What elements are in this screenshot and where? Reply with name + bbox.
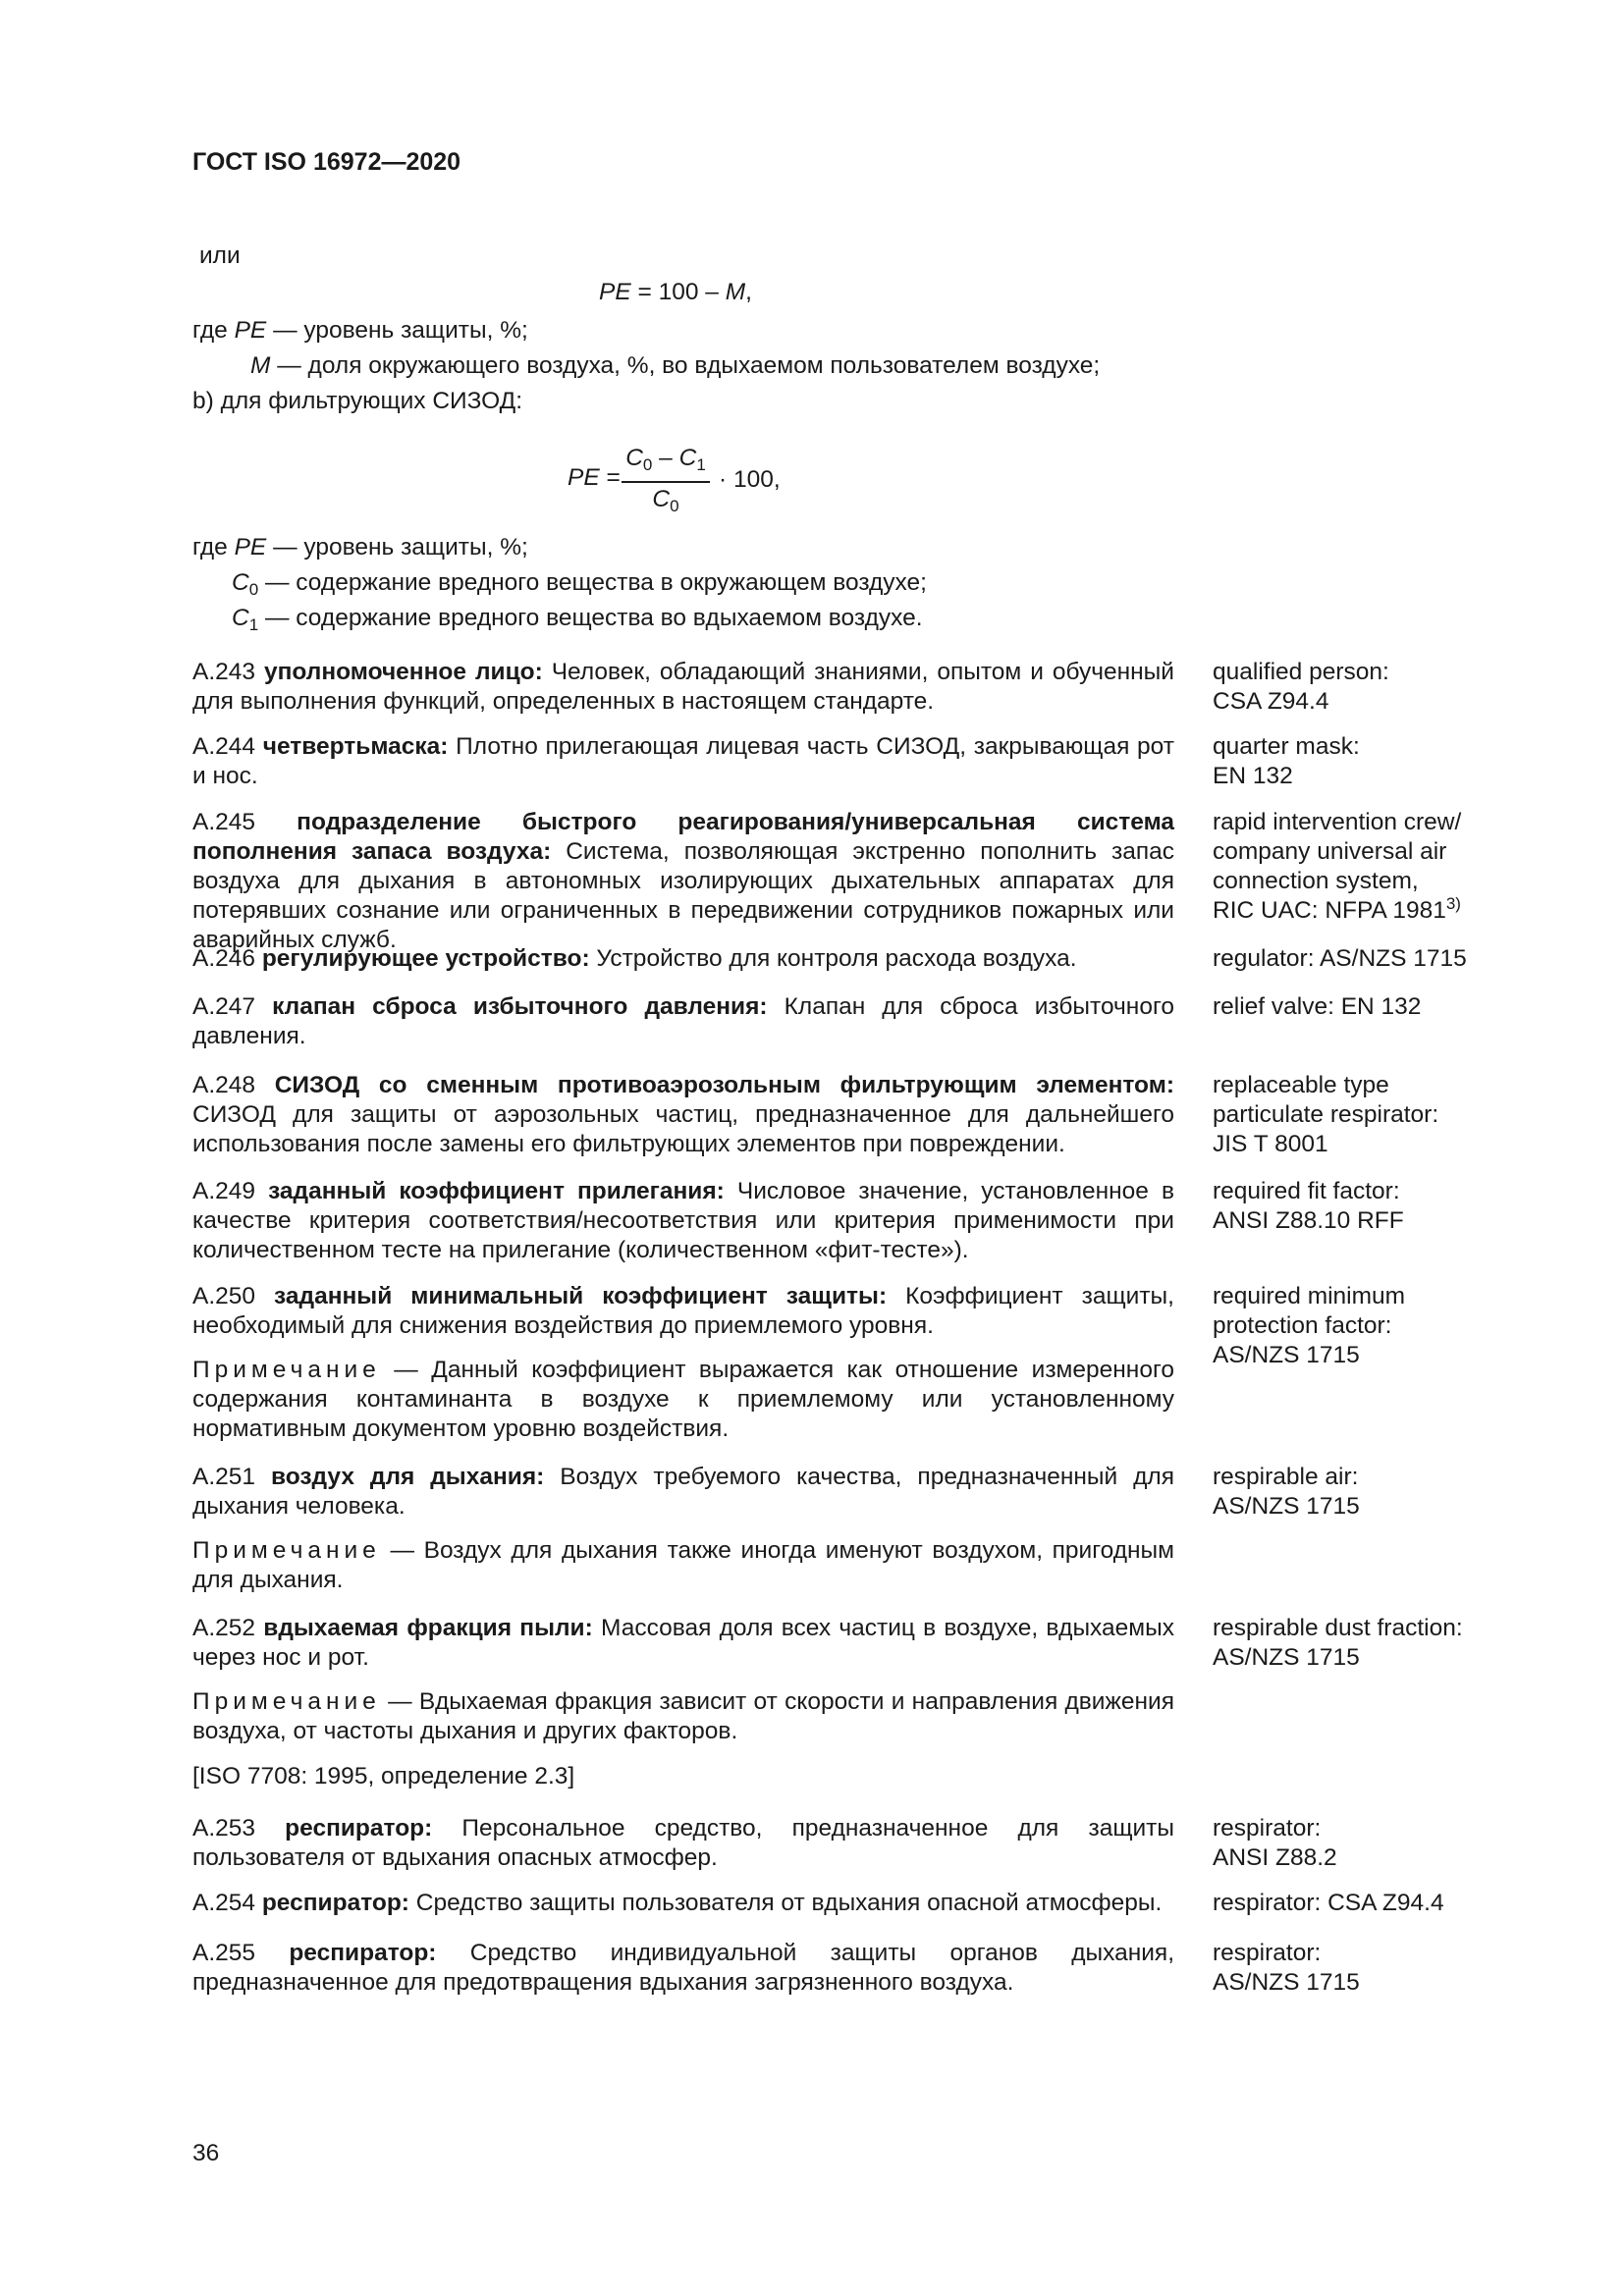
formula-tail: · 100, [719,466,781,493]
numerator-c0: C [625,445,643,471]
term-a248-english: replaceable type particulate respirator: JIS T 8001 [1213,1072,1439,1157]
symbol-c1: C [232,605,249,631]
formula-text: = 100 – [630,279,726,305]
term-a244 [192,732,1174,791]
formula-symbol-pe: PE [599,279,631,305]
symbol-pe: PE [234,317,267,344]
where2-pe-text: — уровень защиты, %; [266,534,528,561]
term-a245-english [1213,808,1546,926]
formula-end: , [745,279,752,305]
term-a246 [192,944,1174,974]
footnote-mark: 3) [1445,894,1461,913]
term-a250-english: required minimum protection factor: AS/NZS 1715 [1213,1283,1406,1368]
term-a249-english: required fit factor: ANSI Z88.10 RFF [1213,1178,1404,1234]
term-definition: Массовая доля всех частиц в воздухе, вдыхаемых через нос и рот. [192,1615,1174,1671]
document-title: ГОСТ ISO 16972—2020 [192,148,461,176]
term-definition: Клапан для сброса избыточного давления. [192,993,1174,1049]
term-number: A.250 [192,1283,275,1309]
term-definition: Плотно прилегающая лицевая часть СИЗОД, закрывающая рот и нос. [192,733,1174,789]
term-number: A.254 [192,1890,262,1916]
item-b: b) для фильтрующих СИЗОД: [192,388,523,414]
term-a254-english: respirator: CSA Z94.4 [1213,1890,1444,1916]
numerator-c0-sub: 0 [642,455,653,474]
formula-eq: = [599,464,621,491]
note-text: — Данный коэффициент выражается как отношение измеренного содержания контаминанта в воздухе к приемлемому или установленному нормативным документом уровню воздействия. [192,1357,1174,1442]
numerator-minus: – [652,445,679,471]
term-name: уполномоченное лицо: [264,659,543,685]
term-a248 [192,1071,1174,1159]
term-a245-english-text: rapid intervention crew/ company universal air connection system, RIC UAC: NFPA 1981 [1213,809,1462,924]
term-definition: Средство индивидуальной защиты органов дыхания, предназначенное для предотвращения вдыхания загрязненного воздуха. [192,1940,1174,1996]
term-definition: Персональное средство, предназначенное для защиты пользователя от вдыхания опасных атмосфер. [192,1815,1174,1871]
term-number: A.246 [192,945,262,972]
term-number: A.252 [192,1615,264,1641]
term-definition: Человек, обладающий знаниями, опытом и обученный для выполнения функций, определенных в настоящем стандарте. [192,659,1174,715]
term-a251-english: respirable air: AS/NZS 1715 [1213,1464,1360,1520]
where-m-line [250,351,1100,381]
term-number: A.243 [192,659,264,685]
term-a244-english: quarter mask: EN 132 [1213,733,1360,789]
term-number: A.251 [192,1464,271,1490]
term-a247 [192,992,1174,1051]
term-a251 [192,1463,1174,1522]
term-definition: Средство защиты пользователя от вдыхания опасной атмосферы. [408,1890,1163,1916]
denominator-c: C [652,486,671,512]
where2-pe-line [192,533,528,562]
term-number: A.245 [192,809,298,835]
term-a253 [192,1814,1174,1873]
term-name: заданный минимальный коэффициент защиты: [274,1283,888,1309]
term-definition: СИЗОД для защиты от аэрозольных частиц, предназначенное для дальнейшего использования после замены его фильтрующих элементов при повреждении. [192,1101,1174,1157]
term-definition: Устройство для контроля расхода воздуха. [589,945,1077,972]
fraction-bar [622,481,710,483]
term-name: респиратор: [261,1890,409,1916]
term-a250 [192,1282,1174,1341]
term-name: подразделение быстрого реагирования/универсальная система пополнения запаса воздуха: [192,809,1174,865]
symbol-m: M [250,352,271,379]
term-name: клапан сброса избыточного давления: [272,993,768,1020]
formula-pe-fraction [568,444,823,532]
where2-c0-line [232,568,927,598]
term-a252-english: respirable dust fraction: AS/NZS 1715 [1213,1615,1463,1671]
note-text: — Воздух для дыхания также иногда именуют воздухом, пригодным для дыхания. [192,1537,1174,1593]
where-m-text: — доля окружающего воздуха, %, во вдыхаемом пользователем воздухе; [270,352,1101,379]
note-a252 [192,1687,1174,1746]
where-pe-text: — уровень защиты, %; [266,317,528,344]
term-number: A.247 [192,993,273,1020]
where2-symbol-pe: PE [234,534,267,561]
term-a255 [192,1939,1174,1998]
formula-pe-100 [599,278,752,307]
note-text: — Вдыхаемая фракция зависит от скорости и направления движения воздуха, от частоты дыхания и других факторов. [192,1688,1174,1744]
term-a249 [192,1177,1174,1265]
formula-lhs [568,463,621,493]
term-name: регулирующее устройство: [261,945,590,972]
term-a243 [192,658,1174,717]
term-a243-english: qualified person: CSA Z94.4 [1213,659,1389,715]
term-a246-english: regulator: AS/NZS 1715 [1213,945,1467,972]
term-name: вдыхаемая фракция пыли: [263,1615,593,1641]
note-a251 [192,1536,1174,1595]
term-number: A.255 [192,1940,290,1966]
term-definition: Воздух требуемого качества, предназначенный для дыхания человека. [192,1464,1174,1520]
term-number: A.249 [192,1178,269,1204]
term-a252 [192,1614,1174,1673]
term-name: респиратор: [285,1815,433,1842]
term-number: A.244 [192,733,263,760]
where-prefix: где [192,317,235,344]
page-number: 36 [192,2140,220,2166]
term-a255-english: respirator: AS/NZS 1715 [1213,1940,1360,1996]
c0-text: — содержание вредного вещества в окружающем воздухе; [258,569,927,596]
term-definition: Коэффициент защиты, необходимый для снижения воздействия до приемлемого уровня. [192,1283,1174,1339]
term-number: A.248 [192,1072,275,1098]
where-pe-line [192,316,528,346]
formula-lhs-symbol: PE [568,464,600,491]
numerator-c1-sub: 1 [696,455,706,474]
numerator-c1: C [678,445,697,471]
formula-symbol-m: M [725,279,746,305]
where2-c1-line [232,604,923,633]
symbol-c0: C [232,569,249,596]
term-name: воздух для дыхания: [270,1464,545,1490]
reference-a252: [ISO 7708: 1995, определение 2.3] [192,1763,575,1789]
term-definition: Числовое значение, установленное в качестве критерия соответствия/несоответствия или критерия применимости при количественном тесте на прилегание (количественном «фит-тесте»). [192,1178,1174,1263]
symbol-c0-sub: 0 [248,580,259,599]
term-a253-english: respirator: ANSI Z88.2 [1213,1815,1337,1871]
term-a247-english: relief valve: EN 132 [1213,993,1422,1020]
term-name: СИЗОД со сменным противоаэрозольным фильтрующим элементом: [274,1072,1174,1098]
term-name: четвертьмаска: [262,733,449,760]
symbol-c1-sub: 1 [248,615,259,634]
denominator-sub: 0 [670,497,679,515]
term-name: респиратор: [289,1940,437,1966]
note-label: Примечание [192,1688,381,1715]
fraction-denominator [622,485,710,514]
note-label: Примечание [192,1357,381,1383]
term-number: A.253 [192,1815,286,1842]
where2-prefix: где [192,534,235,561]
term-definition: Система, позволяющая экстренно пополнить запас воздуха для дыхания в автономных изолирующих дыхательных аппаратах для потерявших сознание или ограниченных в передвижении сотрудников пожарных или аварийных служб. [192,838,1175,953]
or-word: или [199,242,241,269]
c1-text: — содержание вредного вещества во вдыхаемом воздухе. [258,605,923,631]
note-a250 [192,1356,1174,1444]
note-label: Примечание [192,1537,381,1564]
fraction-numerator [622,444,710,473]
term-name: заданный коэффициент прилегания: [268,1178,725,1204]
term-a245 [192,808,1174,955]
term-a254 [192,1889,1174,1918]
